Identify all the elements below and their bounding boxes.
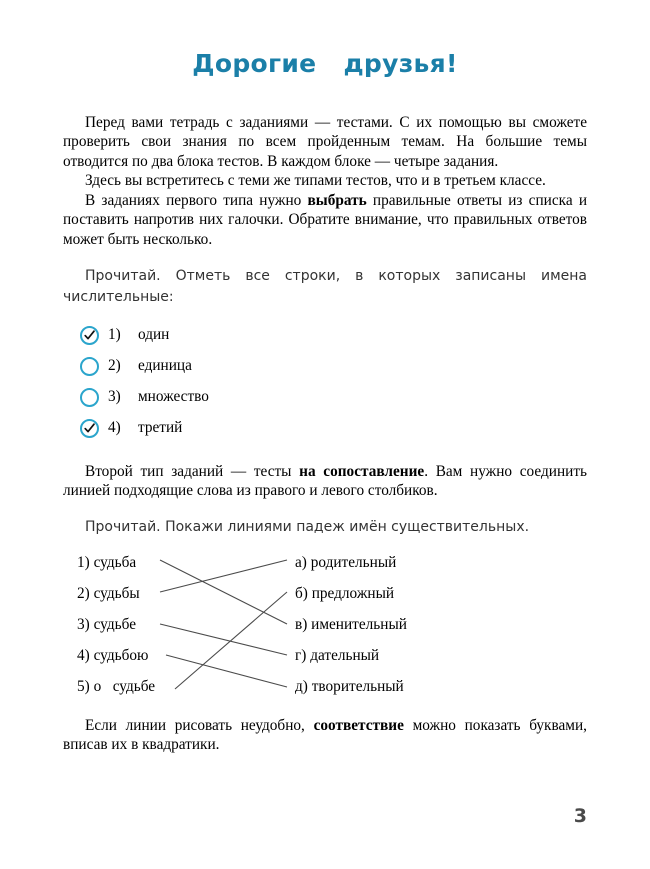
checkbox-checked-icon[interactable] (80, 419, 99, 438)
connection-line-5-b (175, 592, 287, 689)
checkmark-icon (83, 329, 96, 342)
outro-emphasis: соответствие (313, 716, 404, 734)
matching-left-number: 3) (77, 615, 90, 633)
connection-line-3-g (160, 624, 287, 655)
list-item[interactable] (63, 351, 587, 382)
checkbox-checked-icon[interactable] (80, 326, 99, 345)
intro-paragraph-3 (63, 191, 587, 250)
checkbox-empty-icon[interactable] (80, 388, 99, 407)
connection-line-1-v (160, 560, 287, 624)
intro-paragraph-1: Перед вами тетрадь с заданиями — тестами. С их помощью вы сможете проверить свои знания по всем пройденным темам. На большие темы отводится по два блока тестов. В каждом блоке — четыре задания. (63, 113, 587, 170)
list-item-number: 2) (108, 357, 121, 375)
matching-left-label: судьбе (93, 615, 136, 633)
matching-left-number: 4) (77, 646, 90, 664)
outro-paragraph (63, 716, 587, 755)
intro-p3-emphasis: выбрать (307, 191, 367, 209)
matching-right-number: г) (295, 646, 307, 664)
intro-p3-text-start: В заданиях первого типа нужно (85, 191, 308, 209)
list-item-number: 4) (108, 419, 121, 437)
list-item-label: третий (138, 419, 183, 437)
matching-right-label: творительный (311, 677, 404, 695)
matching-right-number: в) (295, 615, 308, 633)
middle-text-start: Второй тип заданий — тесты (85, 462, 300, 480)
outro-text-end: можно показать буквами, вписав их в квадратики. (63, 716, 587, 754)
task1-options-list (63, 320, 587, 444)
matching-left-number: 2) (77, 584, 90, 602)
matching-right-number: д) (295, 677, 308, 695)
intro-paragraph-2: Здесь вы встретитесь с теми же типами тестов, что и в третьем классе. (85, 172, 546, 190)
checkbox-empty-icon[interactable] (80, 357, 99, 376)
matching-right-label: родительный (310, 553, 397, 571)
matching-left-label: о судьбе (93, 677, 156, 695)
middle-paragraph (63, 462, 587, 501)
matching-left-number: 5) (77, 677, 90, 695)
matching-left-label: судьба (93, 553, 137, 571)
list-item[interactable] (63, 413, 587, 444)
outro-text-start: Если линии рисовать неудобно, (85, 716, 314, 734)
connection-line-4-d (166, 655, 287, 687)
page-title: Дорогие друзья! (192, 49, 458, 78)
matching-right-label: дательный (310, 646, 380, 664)
list-item[interactable] (63, 320, 587, 351)
matching-connection-lines (63, 547, 557, 702)
matching-right-label: именительный (311, 615, 407, 633)
list-item[interactable] (63, 382, 587, 413)
matching-right-number: б) (295, 584, 308, 602)
list-item-label: единица (138, 357, 192, 375)
middle-text-end: . Вам нужно соединить линией подходящие слова из правого и левого столбиков. (63, 462, 587, 500)
checkmark-icon (83, 422, 96, 435)
matching-left-label: судьбою (93, 646, 149, 664)
matching-right-label: предложный (311, 584, 395, 602)
list-item-number: 1) (108, 326, 121, 344)
intro-p3-text-end: правильные ответы из списка и поставить напротив них галочки. Обратите внимание, что правильных ответов может быть несколько. (63, 191, 587, 249)
matching-right-number: а) (295, 553, 307, 571)
list-item-label: множество (138, 388, 209, 406)
task1-instruction: Прочитай. Отметь все строки, в которых записаны имена числительные: (63, 267, 587, 305)
list-item-label: один (138, 326, 170, 344)
task2-instruction: Прочитай. Покажи линиями падеж имён существительных. (85, 518, 530, 535)
list-item-number: 3) (108, 388, 121, 406)
middle-emphasis: на сопоставление (299, 462, 425, 480)
matching-left-label: судьбы (93, 584, 140, 602)
connection-line-2-a (160, 560, 287, 592)
matching-left-number: 1) (77, 553, 90, 571)
page-number: 3 (573, 805, 587, 827)
task2-matching-exercise[interactable] (63, 547, 587, 702)
